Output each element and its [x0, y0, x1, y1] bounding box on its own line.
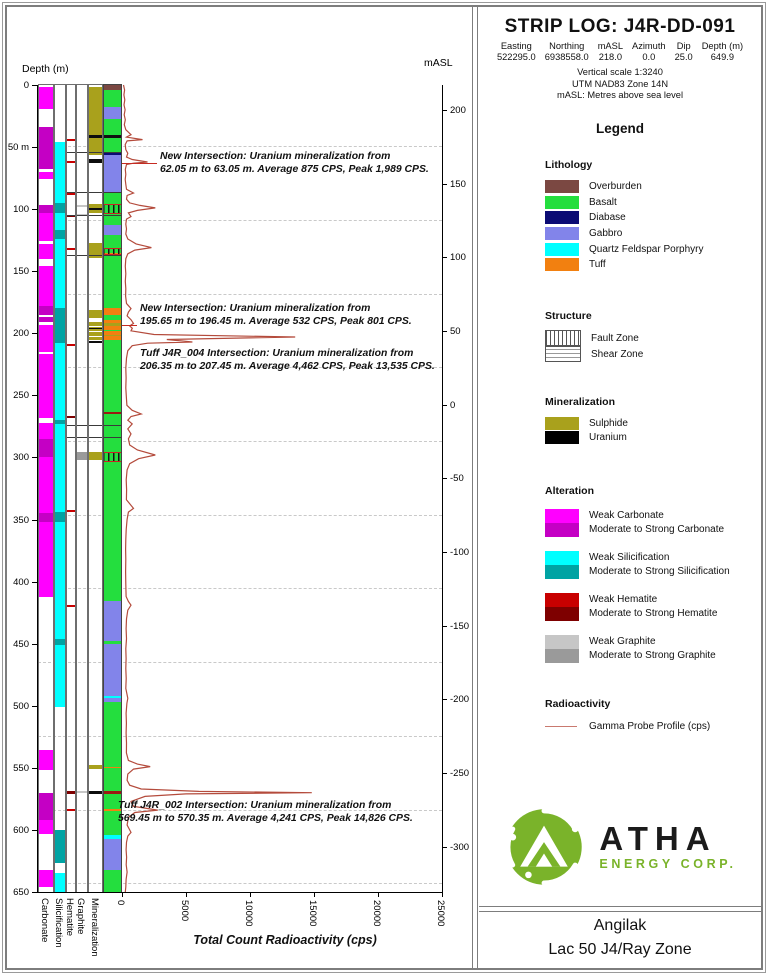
legend-item-label: Quartz Feldspar Porphyry	[589, 243, 704, 255]
alteration-weak-swatch	[545, 551, 579, 565]
radio-tick-label: 5000	[179, 900, 190, 922]
annotation-line: 195.65 m to 196.45 m. Average 532 CPS, Peak 801 CPS.	[140, 316, 412, 327]
legend-item	[545, 718, 710, 734]
depth-tick-label: 400	[13, 576, 29, 588]
collar-field	[702, 41, 743, 63]
column-label-hematite: Hematite	[64, 898, 75, 937]
annotation-line: Tuff J4R_004 Intersection: Uranium mineralization from	[140, 348, 414, 359]
alteration-strong-label: Moderate to Strong Graphite	[589, 650, 716, 661]
collar-field-value: 218.0	[598, 52, 622, 62]
annotation-line: New Intersection: Uranium mineralization from	[140, 303, 371, 314]
depth-tick	[32, 520, 38, 521]
scale-note-line: mASL: Metres above sea level	[556, 90, 684, 100]
masl-tick-label: 150	[450, 178, 466, 190]
intersection-annotation	[140, 302, 412, 328]
masl-tick	[442, 773, 447, 774]
logo-name: ATHA	[599, 820, 717, 857]
depth-tick	[32, 644, 38, 645]
legend-item-label: Shear Zone	[591, 348, 644, 360]
legend-item-label: Basalt	[589, 196, 617, 208]
legend-section-heading: Mineralization	[545, 396, 616, 408]
alteration-legend-group	[545, 551, 730, 579]
graphite-column-border	[76, 84, 88, 893]
collar-info-table	[479, 41, 761, 63]
masl-tick-label: -150	[450, 620, 470, 632]
masl-tick-label: -250	[450, 767, 470, 779]
collar-field-value: 0.0	[642, 52, 656, 62]
alteration-strong-swatch	[545, 523, 579, 537]
mineralization-column-border	[88, 84, 103, 893]
legend-section-heading: Alteration	[545, 485, 595, 497]
annotation-line: New Intersection: Uranium mineralization from	[160, 151, 391, 162]
alteration-weak-label: Weak Silicification	[589, 552, 670, 563]
hematite-column-border	[66, 84, 76, 893]
masl-tick	[442, 699, 447, 700]
depth-tick	[32, 209, 38, 210]
shear-zone-swatch	[545, 346, 581, 362]
scale-notes	[479, 67, 761, 102]
masl-tick	[442, 184, 447, 185]
legend-item	[545, 430, 628, 444]
legend-item-label: Uranium	[589, 431, 627, 443]
alteration-labels	[589, 509, 724, 537]
depth-tick	[32, 582, 38, 583]
depth-tick	[32, 333, 38, 334]
alteration-strong-swatch	[545, 565, 579, 579]
atha-logo-text	[599, 820, 737, 871]
masl-tick-label: -50	[450, 473, 464, 485]
radio-tick	[378, 892, 379, 897]
alteration-strong-swatch	[545, 607, 579, 621]
column-label-graphite: Graphite	[75, 898, 86, 935]
collar-field-label: Easting	[500, 41, 532, 51]
alteration-swatch	[545, 551, 579, 579]
mineralization-swatch	[545, 431, 579, 444]
masl-axis-label: mASL	[424, 57, 453, 69]
alteration-labels	[589, 551, 730, 579]
depth-tick	[32, 85, 38, 86]
alteration-strong-label: Moderate to Strong Hematite	[589, 608, 718, 619]
legend-item-label: Diabase	[589, 212, 626, 224]
collar-field-label: Dip	[676, 41, 691, 51]
depth-tick-label: 650	[13, 887, 29, 898]
collar-field	[598, 41, 623, 63]
alteration-labels	[589, 635, 716, 663]
legend-item	[545, 346, 643, 362]
depth-tick	[32, 457, 38, 458]
depth-tick-label: 600	[13, 824, 29, 836]
gamma-line-swatch	[545, 726, 577, 727]
masl-tick	[442, 478, 447, 479]
alteration-swatch	[545, 593, 579, 621]
depth-tick-label: 350	[13, 514, 29, 526]
depth-tick	[32, 830, 38, 831]
legend-item	[545, 179, 704, 195]
alteration-weak-swatch	[545, 509, 579, 523]
alteration-legend-group	[545, 593, 730, 621]
depth-tick-label: 50 m	[7, 142, 29, 154]
radio-tick	[186, 892, 187, 897]
collar-field-label: Azimuth	[632, 41, 666, 51]
collar-field-value: 6938558.0	[544, 52, 589, 62]
lithology-swatch	[545, 258, 579, 271]
atha-logo-icon	[503, 806, 585, 888]
depth-tick	[32, 892, 38, 893]
collar-field-value: 25.0	[674, 52, 693, 62]
legend-item-label: Sulphide	[589, 417, 628, 429]
masl-tick	[442, 405, 447, 406]
scale-note-line: Vertical scale 1:3240	[577, 67, 663, 77]
alteration-swatch	[545, 509, 579, 537]
depth-tick-label: 150	[13, 266, 29, 278]
lithology-swatch	[545, 196, 579, 209]
alteration-weak-label: Weak Hematite	[589, 594, 658, 605]
column-label-carbonate: Carbonate	[39, 898, 50, 943]
depth-tick	[32, 395, 38, 396]
masl-tick	[442, 110, 447, 111]
masl-tick-label: -200	[450, 694, 470, 706]
collar-field	[497, 41, 536, 63]
legend-mineralization	[545, 396, 628, 444]
legend-structure	[545, 310, 643, 362]
lithology-swatch	[545, 180, 579, 193]
legend-item	[545, 226, 704, 242]
lithology-swatch	[545, 227, 579, 240]
project-name: Angilak	[593, 917, 647, 934]
lithology-swatch	[545, 211, 579, 224]
intersection-annotation	[160, 150, 429, 176]
depth-tick	[32, 706, 38, 707]
depth-tick	[32, 147, 38, 148]
masl-tick	[442, 552, 447, 553]
lithology-swatch	[545, 243, 579, 256]
annotation-line: 569.45 m to 570.35 m. Average 4,241 CPS, Peak 14,826 CPS.	[118, 813, 413, 824]
masl-tick	[442, 331, 447, 332]
masl-tick-label: -300	[450, 841, 470, 853]
atha-logo	[479, 806, 761, 888]
legend-section-heading: Radioactivity	[545, 698, 611, 710]
annotation-leader-line	[122, 163, 157, 164]
radio-tick	[314, 892, 315, 897]
depth-tick	[32, 271, 38, 272]
depth-tick-label: 300	[13, 452, 29, 464]
annotation-line: 206.35 m to 207.45 m. Average 4,462 CPS, Peak 13,535 CPS.	[140, 361, 435, 372]
depth-axis-label: Depth (m)	[22, 63, 69, 75]
legend-item	[545, 195, 704, 211]
panel-divider	[472, 7, 478, 968]
depth-tick-label: 100	[13, 204, 29, 216]
masl-tick	[442, 626, 447, 627]
alteration-weak-label: Weak Carbonate	[589, 510, 664, 521]
alteration-strong-label: Moderate to Strong Silicification	[589, 566, 730, 577]
legend-item	[545, 416, 628, 430]
alteration-swatch	[545, 635, 579, 663]
radio-tick-label: 25000	[435, 900, 446, 927]
alteration-weak-swatch	[545, 593, 579, 607]
alteration-weak-swatch	[545, 635, 579, 649]
mineralization-swatch	[545, 417, 579, 430]
collar-field-label: Depth (m)	[701, 41, 744, 51]
masl-tick-label: 50	[450, 325, 461, 337]
masl-tick-label: 100	[450, 252, 466, 264]
legend-item-label: Gabbro	[589, 228, 623, 240]
column-label-silicification: Silicification	[53, 898, 64, 948]
masl-tick	[442, 847, 447, 848]
radio-tick-label: 0	[115, 900, 126, 906]
legend-item	[545, 330, 643, 346]
annotation-line: Tuff J4R_002 Intersection: Uranium mineralization from	[118, 800, 392, 811]
masl-tick-label: 200	[450, 105, 466, 116]
legend-item-label: Gamma Probe Profile (cps)	[589, 720, 711, 732]
column-label-mineralization: Mineralization	[88, 898, 100, 957]
legend-section-heading: Structure	[545, 310, 592, 322]
fault-zone-swatch	[545, 330, 581, 346]
annotation-leader-line	[122, 325, 137, 326]
depth-tick-label: 450	[13, 638, 29, 650]
radioactivity-axis-title: Total Count Radioactivity (cps)	[193, 933, 377, 947]
collar-field-value: 522295.0	[496, 52, 536, 62]
legend-item-label: Fault Zone	[591, 332, 639, 344]
lithology-column-border	[103, 84, 122, 893]
legend-item-label: Overburden	[589, 181, 642, 193]
collar-field-value: 649.9	[710, 52, 735, 62]
radio-tick	[250, 892, 251, 897]
silicification-column-border	[54, 84, 66, 893]
alteration-legend-group	[545, 635, 730, 663]
info-panel	[479, 7, 761, 968]
alteration-strong-swatch	[545, 649, 579, 663]
masl-axis	[442, 85, 443, 893]
legend-section-heading: Lithology	[545, 159, 593, 171]
collar-field	[675, 41, 693, 63]
depth-tick-label: 500	[13, 700, 29, 712]
alteration-labels	[589, 593, 717, 621]
legend-item-label: Tuff	[589, 259, 606, 271]
masl-tick-label: -100	[450, 546, 470, 558]
legend-title: Legend	[595, 121, 644, 136]
depth-tick	[32, 768, 38, 769]
carbonate-column-border	[38, 84, 54, 893]
masl-tick-label: 0	[450, 399, 456, 411]
footer-divider	[479, 906, 761, 912]
legend-radioactivity	[545, 698, 710, 734]
masl-tick	[442, 257, 447, 258]
page-title: STRIP LOG: J4R-DD-091	[504, 16, 736, 37]
depth-tick-label: 550	[13, 762, 29, 774]
legend-item	[545, 210, 704, 226]
logo-subtitle: ENERGY CORP.	[599, 857, 737, 871]
scale-note-line: UTM NAD83 Zone 14N	[571, 78, 669, 89]
collar-field-label: mASL	[597, 41, 624, 51]
gamma-profile-line	[124, 85, 312, 892]
radio-tick	[442, 892, 443, 897]
collar-field	[632, 41, 666, 63]
alteration-legend-group	[545, 509, 730, 537]
depth-tick-label: 0	[23, 80, 29, 91]
legend-alteration	[545, 485, 730, 677]
alteration-strong-label: Moderate to Strong Carbonate	[589, 524, 725, 535]
alteration-weak-label: Weak Graphite	[589, 636, 656, 647]
annotation-line: 62.05 m to 63.05 m. Average 875 CPS, Peak 1,989 CPS.	[160, 164, 429, 175]
radio-tick-label: 10000	[243, 900, 254, 927]
zone-name: Lac 50 J4/Ray Zone	[548, 941, 692, 958]
collar-field	[545, 41, 589, 63]
collar-field-label: Northing	[549, 41, 585, 51]
radioactivity-axis	[38, 892, 443, 893]
legend-lithology	[545, 159, 704, 273]
radio-tick	[122, 892, 123, 897]
depth-axis	[37, 85, 38, 892]
radio-tick-label: 20000	[371, 900, 382, 927]
radio-tick-label: 15000	[307, 900, 318, 927]
depth-tick-label: 250	[13, 390, 29, 402]
legend-item	[545, 257, 704, 273]
legend-item	[545, 241, 704, 257]
depth-tick-label: 200	[13, 328, 29, 340]
intersection-annotation	[140, 347, 435, 373]
intersection-annotation	[118, 799, 413, 825]
